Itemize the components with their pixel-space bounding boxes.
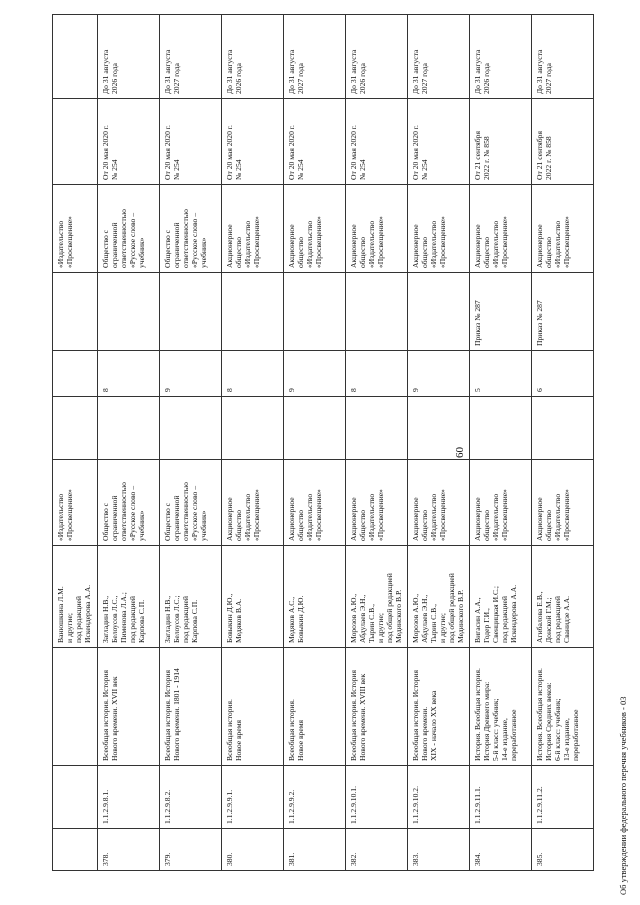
cell-line: учебник»	[199, 510, 208, 541]
cell-code: 1.1.2.9.8.1.	[98, 766, 160, 829]
cell-num: 384.	[470, 829, 532, 871]
cell-order	[346, 273, 408, 351]
cell-num: 380.	[222, 829, 284, 871]
cell-empty	[346, 397, 408, 460]
cell-line: «Просвещение»	[438, 489, 447, 541]
cell-line: учебник»	[199, 237, 208, 268]
cell-line: 6-й класс: учебник;	[553, 698, 562, 761]
cell-line: Белоусов Л.С.,	[110, 595, 119, 643]
cell-line: «Русское слово –	[190, 485, 199, 541]
cell-line: Акционерное	[349, 497, 358, 541]
cell-permit	[98, 99, 160, 185]
cell-line: 2026 года	[482, 63, 491, 94]
cell-line: под редакцией	[181, 596, 190, 643]
cell-order: Приказ № 287	[470, 273, 532, 351]
cell-line: «Русское слово –	[128, 212, 137, 268]
cell-permit	[284, 99, 346, 185]
table-row	[408, 15, 470, 871]
cell-line: ограниченной	[172, 222, 181, 268]
cell-line: общество	[296, 509, 305, 541]
table-row	[160, 15, 222, 871]
cell-empty	[532, 397, 594, 460]
table-row	[470, 15, 532, 871]
cell-line: «Просвещение»	[314, 216, 323, 268]
table-body	[53, 15, 594, 871]
cell-empty	[98, 397, 160, 460]
cell-line: и другие;	[65, 613, 74, 643]
cell-line: Акционерное	[535, 497, 544, 541]
cell-line: История Средних веков:	[544, 682, 553, 761]
cell-publisher	[160, 460, 222, 546]
cell-line: и другие;	[438, 613, 447, 643]
cell-authors	[532, 546, 594, 648]
cell-code: 1.1.2.9.8.2.	[160, 766, 222, 829]
cell-code: 1.1.2.9.11.2.	[532, 766, 594, 829]
cell-line: Акционерное	[473, 497, 482, 541]
cell-line: «Издательство	[243, 493, 252, 541]
cell-line: «Издательство	[56, 493, 65, 541]
cell-line: Акционерное	[349, 224, 358, 268]
cell-line: Агибалова Е.В.,	[535, 591, 544, 643]
cell-line: До 31 августа	[287, 49, 296, 94]
cell-line: 2022 г. № 858	[544, 136, 553, 180]
cell-legal-entity	[346, 185, 408, 273]
cell-line: До 31 августа	[411, 49, 420, 94]
cell-line: Искендерова А.А.	[83, 584, 92, 643]
cell-line: История. Всеобщая история.	[473, 668, 482, 761]
table-row-continuation	[53, 15, 98, 871]
cell-authors	[98, 546, 160, 648]
cell-line: Мединского В.Р.	[456, 589, 465, 643]
cell-grade	[53, 351, 98, 397]
cell-line: 2027 года	[544, 63, 553, 94]
cell-line: Акционерное	[287, 497, 296, 541]
cell-line: Сванидзе А.А.	[562, 595, 571, 643]
cell-line: Всеобщая история. История	[163, 670, 172, 761]
cell-line: Акционерное	[411, 224, 420, 268]
cell-line: ответственностью	[181, 209, 190, 268]
page-number: 60	[454, 447, 466, 458]
cell-line: Всеобщая история.	[225, 699, 234, 761]
cell-line: общество	[296, 236, 305, 268]
cell-line: Морозов А.Ю.,	[411, 593, 420, 643]
cell-title	[222, 648, 284, 766]
cell-term	[470, 15, 532, 99]
cell-line: переработанное	[571, 709, 580, 761]
cell-line: 2026 года	[234, 63, 243, 94]
cell-line: Нового времени. XVIII век	[358, 673, 367, 761]
cell-line: под редакцией	[128, 596, 137, 643]
cell-authors	[160, 546, 222, 648]
cell-grade: 8	[98, 351, 160, 397]
cell-permit	[160, 99, 222, 185]
cell-grade: 9	[284, 351, 346, 397]
cell-code: 1.1.2.9.10.1.	[346, 766, 408, 829]
cell-authors	[346, 546, 408, 648]
cell-grade: 5	[470, 351, 532, 397]
cell-line: под общей редакцией	[385, 573, 394, 643]
cell-line: Акционерное	[411, 497, 420, 541]
cell-permit	[346, 99, 408, 185]
cell-title	[470, 648, 532, 766]
cell-title	[53, 648, 98, 766]
cell-line: «Просвещение»	[376, 216, 385, 268]
cell-grade: 8	[346, 351, 408, 397]
cell-grade: 9	[408, 351, 470, 397]
cell-line: XIX - начало XX века	[429, 690, 438, 761]
cell-legal-entity	[53, 185, 98, 273]
cell-empty	[53, 397, 98, 460]
cell-publisher	[53, 460, 98, 546]
cell-line: 2026 года	[358, 63, 367, 94]
cell-line: общество	[482, 236, 491, 268]
cell-line: общество	[420, 509, 429, 541]
cell-line: № 254	[358, 159, 367, 180]
cell-empty	[470, 397, 532, 460]
cell-authors	[470, 546, 532, 648]
cell-line: До 31 августа	[163, 49, 172, 94]
cell-num	[53, 829, 98, 871]
cell-line: Карпова С.П.	[190, 599, 199, 643]
cell-legal-entity	[160, 185, 222, 273]
cell-empty	[408, 397, 470, 460]
cell-line: «Издательство	[305, 220, 314, 268]
cell-legal-entity	[470, 185, 532, 273]
cell-code: 1.1.2.9.11.1.	[470, 766, 532, 829]
cell-line: Абдулаев Э.Н.,	[358, 594, 367, 643]
cell-line: общество	[544, 509, 553, 541]
cell-code	[53, 766, 98, 829]
cell-line: 14-е издание,	[500, 718, 509, 761]
cell-line: общество	[234, 509, 243, 541]
cell-line: «Просвещение»	[65, 216, 74, 268]
cell-line: Общество с	[163, 502, 172, 541]
cell-num: 383.	[408, 829, 470, 871]
cell-line: Медяков В.А.	[234, 598, 243, 643]
cell-authors	[53, 546, 98, 648]
cell-line: До 31 августа	[473, 49, 482, 94]
cell-authors	[284, 546, 346, 648]
cell-line: Загладин Н.В.,	[163, 595, 172, 643]
cell-order	[408, 273, 470, 351]
table-row	[346, 15, 408, 871]
cell-line: «Издательство	[491, 493, 500, 541]
cell-line: Акционерное	[225, 224, 234, 268]
cell-permit	[222, 99, 284, 185]
cell-line: Новое время	[296, 719, 305, 761]
table-row	[222, 15, 284, 871]
cell-line: Годер Г.И.,	[482, 608, 491, 643]
cell-line: Загладин Н.В.,	[101, 595, 110, 643]
cell-line: общество	[358, 236, 367, 268]
cell-line: ответственностью	[119, 209, 128, 268]
table-row	[98, 15, 160, 871]
cell-line: От 20 мая 2020 г.	[163, 125, 172, 180]
cell-line: Тырин С.В.,	[367, 603, 376, 643]
cell-title	[160, 648, 222, 766]
cell-authors	[408, 546, 470, 648]
cell-order	[222, 273, 284, 351]
cell-num: 381.	[284, 829, 346, 871]
cell-line: «Просвещение»	[562, 489, 571, 541]
cell-order	[98, 273, 160, 351]
cell-line: ответственностью	[181, 482, 190, 541]
cell-line: Бовыкин Д.Ю.,	[225, 593, 234, 643]
cell-line: Акционерное	[473, 224, 482, 268]
cell-term	[284, 15, 346, 99]
cell-line: Общество с	[101, 229, 110, 268]
cell-line: «Просвещение»	[252, 489, 261, 541]
cell-authors	[222, 546, 284, 648]
cell-empty	[284, 397, 346, 460]
cell-code: 1.1.2.9.9.2.	[284, 766, 346, 829]
cell-line: Карпова С.П.	[137, 599, 146, 643]
cell-line: От 20 мая 2020 г.	[287, 125, 296, 180]
cell-legal-entity	[222, 185, 284, 273]
cell-publisher	[222, 460, 284, 546]
cell-grade: 8	[222, 351, 284, 397]
cell-line: общество	[482, 509, 491, 541]
cell-line: общество	[544, 236, 553, 268]
cell-line: Пименова Л.А.;	[119, 592, 128, 643]
cell-line: 2026 года	[110, 63, 119, 94]
cell-publisher	[408, 460, 470, 546]
cell-line: ответственностью	[119, 482, 128, 541]
cell-line: № 254	[420, 159, 429, 180]
table-row	[532, 15, 594, 871]
cell-permit	[53, 99, 98, 185]
cell-line: До 31 августа	[535, 49, 544, 94]
cell-line: От 20 мая 2020 г.	[101, 125, 110, 180]
cell-legal-entity	[284, 185, 346, 273]
cell-grade: 6	[532, 351, 594, 397]
cell-line: «Просвещение»	[252, 216, 261, 268]
cell-line: Мединского В.Р.	[394, 589, 403, 643]
cell-line: под общей редакцией	[447, 573, 456, 643]
cell-line: общество	[358, 509, 367, 541]
cell-line: общество	[420, 236, 429, 268]
cell-publisher	[98, 460, 160, 546]
cell-line: № 254	[110, 159, 119, 180]
cell-line: Вигасин А.А.,	[473, 597, 482, 643]
cell-line: Морозов А.Ю.,	[349, 593, 358, 643]
cell-line: 2027 года	[296, 63, 305, 94]
cell-order	[160, 273, 222, 351]
cell-line: «Издательство	[429, 220, 438, 268]
cell-line: «Издательство	[491, 220, 500, 268]
cell-line: Нового времени. XVII век	[110, 676, 119, 761]
cell-line: «Просвещение»	[562, 216, 571, 268]
cell-line: Искендерова А.А.	[509, 584, 518, 643]
cell-grade: 9	[160, 351, 222, 397]
cell-line: До 31 августа	[349, 49, 358, 94]
cell-line: ограниченной	[110, 495, 119, 541]
cell-line: под редакцией	[500, 596, 509, 643]
cell-line: Белоусов Л.С.;	[172, 595, 181, 643]
textbook-table	[52, 14, 594, 871]
cell-term	[160, 15, 222, 99]
cell-line: Абдулаев Э.Н.,	[420, 594, 429, 643]
cell-line: Тырин С.В.,	[429, 603, 438, 643]
cell-publisher	[532, 460, 594, 546]
cell-line: общество	[234, 236, 243, 268]
cell-line: Акционерное	[225, 497, 234, 541]
cell-line: 13-е издание,	[562, 718, 571, 761]
cell-line: 5-й класс: учебник;	[491, 698, 500, 761]
cell-term	[98, 15, 160, 99]
cell-num: 385.	[532, 829, 594, 871]
cell-term	[532, 15, 594, 99]
cell-title	[346, 648, 408, 766]
cell-line: От 21 сентября	[473, 131, 482, 180]
cell-line: Всеобщая история. История	[411, 670, 420, 761]
cell-line: Новое время	[234, 719, 243, 761]
cell-line: До 31 августа	[225, 49, 234, 94]
cell-line: Всеобщая история. История	[349, 670, 358, 761]
cell-line: переработанное	[509, 709, 518, 761]
cell-line: «Просвещение»	[438, 216, 447, 268]
cell-line: Свенцицкая И.С.;	[491, 585, 500, 643]
cell-line: 2027 года	[420, 63, 429, 94]
cell-line: Акционерное	[287, 224, 296, 268]
cell-line: 2022 г. № 858	[482, 136, 491, 180]
cell-line: Бовыкин Д.Ю.	[296, 595, 305, 643]
cell-line: № 254	[172, 159, 181, 180]
cell-line: «Просвещение»	[65, 489, 74, 541]
cell-title	[408, 648, 470, 766]
cell-line: «Издательство	[429, 493, 438, 541]
cell-line: Нового времени. 1801 - 1914	[172, 668, 181, 761]
cell-line: и другие;	[376, 613, 385, 643]
cell-line: Ванюшкина Л.М.	[56, 586, 65, 643]
cell-num: 378.	[98, 829, 160, 871]
cell-line: До 31 августа	[101, 49, 110, 94]
cell-line: От 20 мая 2020 г.	[225, 125, 234, 180]
cell-line: «Русское слово –	[190, 212, 199, 268]
cell-publisher	[470, 460, 532, 546]
cell-code: 1.1.2.9.9.1.	[222, 766, 284, 829]
cell-term	[222, 15, 284, 99]
cell-term	[53, 15, 98, 99]
cell-line: «Издательство	[553, 493, 562, 541]
cell-line: под редакцией	[74, 596, 83, 643]
cell-line: «Издательство	[367, 493, 376, 541]
cell-line: «Издательство	[367, 220, 376, 268]
cell-legal-entity	[408, 185, 470, 273]
cell-line: «Издательство	[243, 220, 252, 268]
cell-line: ограниченной	[172, 495, 181, 541]
cell-line: Медяков А.С.,	[287, 596, 296, 643]
cell-line: История. Всеобщая история.	[535, 668, 544, 761]
cell-line: «Просвещение»	[314, 489, 323, 541]
cell-line: От 21 сентября	[535, 131, 544, 180]
cell-line: Всеобщая история.	[287, 699, 296, 761]
cell-line: «Русское слово –	[128, 485, 137, 541]
cell-line: От 20 мая 2020 г.	[349, 125, 358, 180]
cell-line: № 254	[234, 159, 243, 180]
cell-legal-entity	[98, 185, 160, 273]
cell-line: «Издательство	[553, 220, 562, 268]
cell-order	[53, 273, 98, 351]
cell-line: под редакцией	[553, 596, 562, 643]
cell-publisher	[284, 460, 346, 546]
cell-line: «Просвещение»	[500, 216, 509, 268]
cell-title	[284, 648, 346, 766]
cell-publisher	[346, 460, 408, 546]
cell-code: 1.1.2.9.10.2.	[408, 766, 470, 829]
cell-title	[98, 648, 160, 766]
cell-line: «Просвещение»	[376, 489, 385, 541]
cell-empty	[160, 397, 222, 460]
cell-permit	[408, 99, 470, 185]
cell-line: Общество с	[163, 229, 172, 268]
table-row	[284, 15, 346, 871]
cell-permit	[470, 99, 532, 185]
cell-order	[284, 273, 346, 351]
cell-line: Нового времени.	[420, 706, 429, 761]
cell-line: Акционерное	[535, 224, 544, 268]
cell-order: Приказ № 287	[532, 273, 594, 351]
cell-term	[408, 15, 470, 99]
cell-line: «Издательство	[305, 493, 314, 541]
cell-num: 379.	[160, 829, 222, 871]
cell-term	[346, 15, 408, 99]
cell-num: 382.	[346, 829, 408, 871]
cell-permit	[532, 99, 594, 185]
cell-line: Всеобщая история. История	[101, 670, 110, 761]
cell-line: ограниченной	[110, 222, 119, 268]
cell-line: От 20 мая 2020 г.	[411, 125, 420, 180]
cell-line: Общество с	[101, 502, 110, 541]
cell-title	[532, 648, 594, 766]
cell-line: 2027 года	[172, 63, 181, 94]
cell-line: История Древнего мира:	[482, 681, 491, 761]
cell-line: «Просвещение»	[500, 489, 509, 541]
cell-legal-entity	[532, 185, 594, 273]
cell-line: Донской Г.М.;	[544, 597, 553, 643]
cell-line: № 254	[296, 159, 305, 180]
cell-line: учебник»	[137, 510, 146, 541]
footer-text: Об утверждении федерального перечня учебников - 03	[618, 696, 628, 895]
cell-line: «Издательство	[56, 220, 65, 268]
cell-empty	[222, 397, 284, 460]
cell-line: учебник»	[137, 237, 146, 268]
